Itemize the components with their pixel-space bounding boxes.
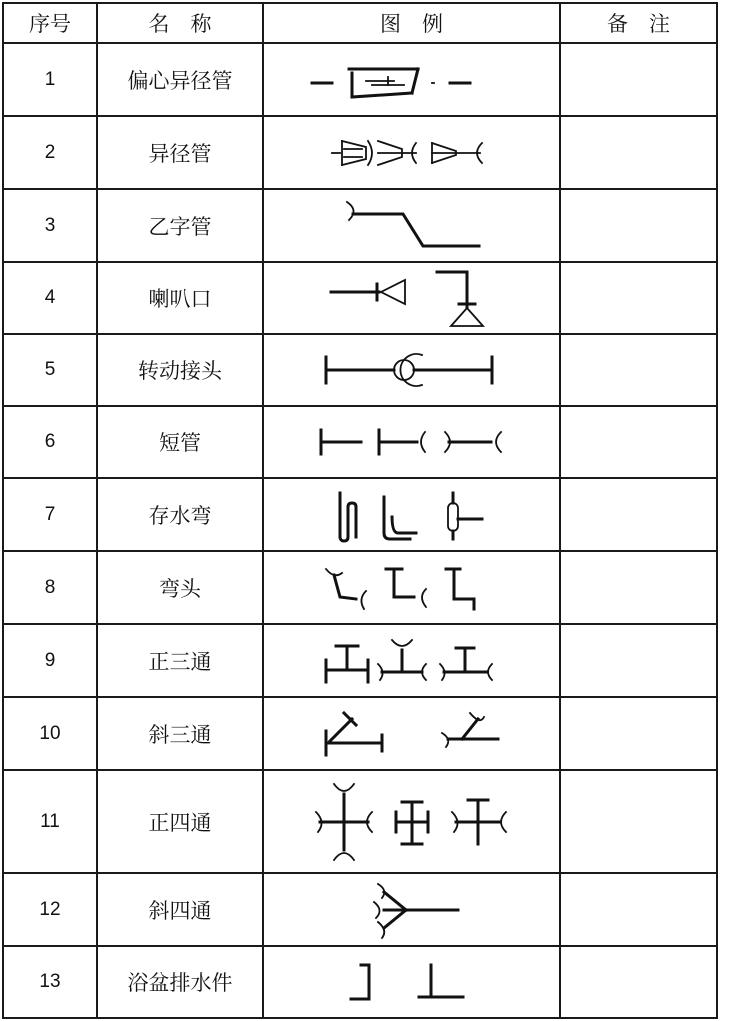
table-row: [3, 946, 717, 1018]
row-index: 1: [3, 43, 97, 116]
header-row: [3, 3, 717, 43]
row-note: [560, 873, 717, 946]
row-note: [560, 697, 717, 770]
row-name: 斜三通: [97, 697, 263, 770]
row-note: [560, 262, 717, 334]
bathtub-drain-icon: [347, 957, 477, 1007]
table-row: [3, 406, 717, 478]
row-name: 存水弯: [97, 478, 263, 551]
row-name: 正三通: [97, 624, 263, 697]
table-row: [3, 262, 717, 334]
table-row: [3, 770, 717, 873]
row-name: 弯头: [97, 551, 263, 624]
row-index: 2: [3, 116, 97, 189]
elbow-icon: [322, 563, 502, 613]
row-index: 10: [3, 697, 97, 770]
reducer-icon: [332, 133, 492, 173]
row-index: 6: [3, 406, 97, 478]
row-name: 喇叭口: [97, 262, 263, 334]
row-name: 异径管: [97, 116, 263, 189]
table-row: [3, 43, 717, 116]
row-note: [560, 406, 717, 478]
cross-icon: [312, 782, 512, 862]
short-pipe-icon: [317, 422, 507, 462]
row-note: [560, 478, 717, 551]
row-index: 7: [3, 478, 97, 551]
table-row: [3, 478, 717, 551]
row-note: [560, 624, 717, 697]
row-index: 3: [3, 189, 97, 262]
double-wye-icon: [362, 880, 462, 940]
header-index: 序号: [3, 3, 97, 43]
row-name: 短管: [97, 406, 263, 478]
row-name: 斜四通: [97, 873, 263, 946]
row-name: 正四通: [97, 770, 263, 873]
eccentric-reducer-icon: [312, 55, 512, 105]
row-index: 8: [3, 551, 97, 624]
tee-icon: [322, 636, 502, 686]
row-name: 浴盆排水件: [97, 946, 263, 1018]
header-symbol: 图 例: [263, 3, 560, 43]
row-note: [560, 43, 717, 116]
table-row: [3, 873, 717, 946]
table-row: [3, 624, 717, 697]
row-index: 5: [3, 334, 97, 406]
row-note: [560, 334, 717, 406]
row-index: 11: [3, 770, 97, 873]
offset-pipe-icon: [337, 198, 487, 254]
table-row: [3, 697, 717, 770]
table-row: [3, 551, 717, 624]
header-note: 备 注: [560, 3, 717, 43]
trap-icon: [332, 487, 492, 543]
header-name: 名 称: [97, 3, 263, 43]
row-note: [560, 189, 717, 262]
table-row: [3, 334, 717, 406]
swivel-joint-icon: [322, 345, 502, 395]
wye-icon: [322, 709, 502, 759]
row-name: 偏心异径管: [97, 43, 263, 116]
pipe-fittings-legend-table: [2, 2, 718, 1019]
row-note: [560, 116, 717, 189]
row-index: 12: [3, 873, 97, 946]
row-note: [560, 770, 717, 873]
table-row: [3, 116, 717, 189]
row-name: 转动接头: [97, 334, 263, 406]
row-note: [560, 946, 717, 1018]
table-row: [3, 189, 717, 262]
row-index: 4: [3, 262, 97, 334]
row-index: 9: [3, 624, 97, 697]
row-note: [560, 551, 717, 624]
row-name: 乙字管: [97, 189, 263, 262]
bell-mouth-icon: [327, 268, 497, 328]
row-index: 13: [3, 946, 97, 1018]
